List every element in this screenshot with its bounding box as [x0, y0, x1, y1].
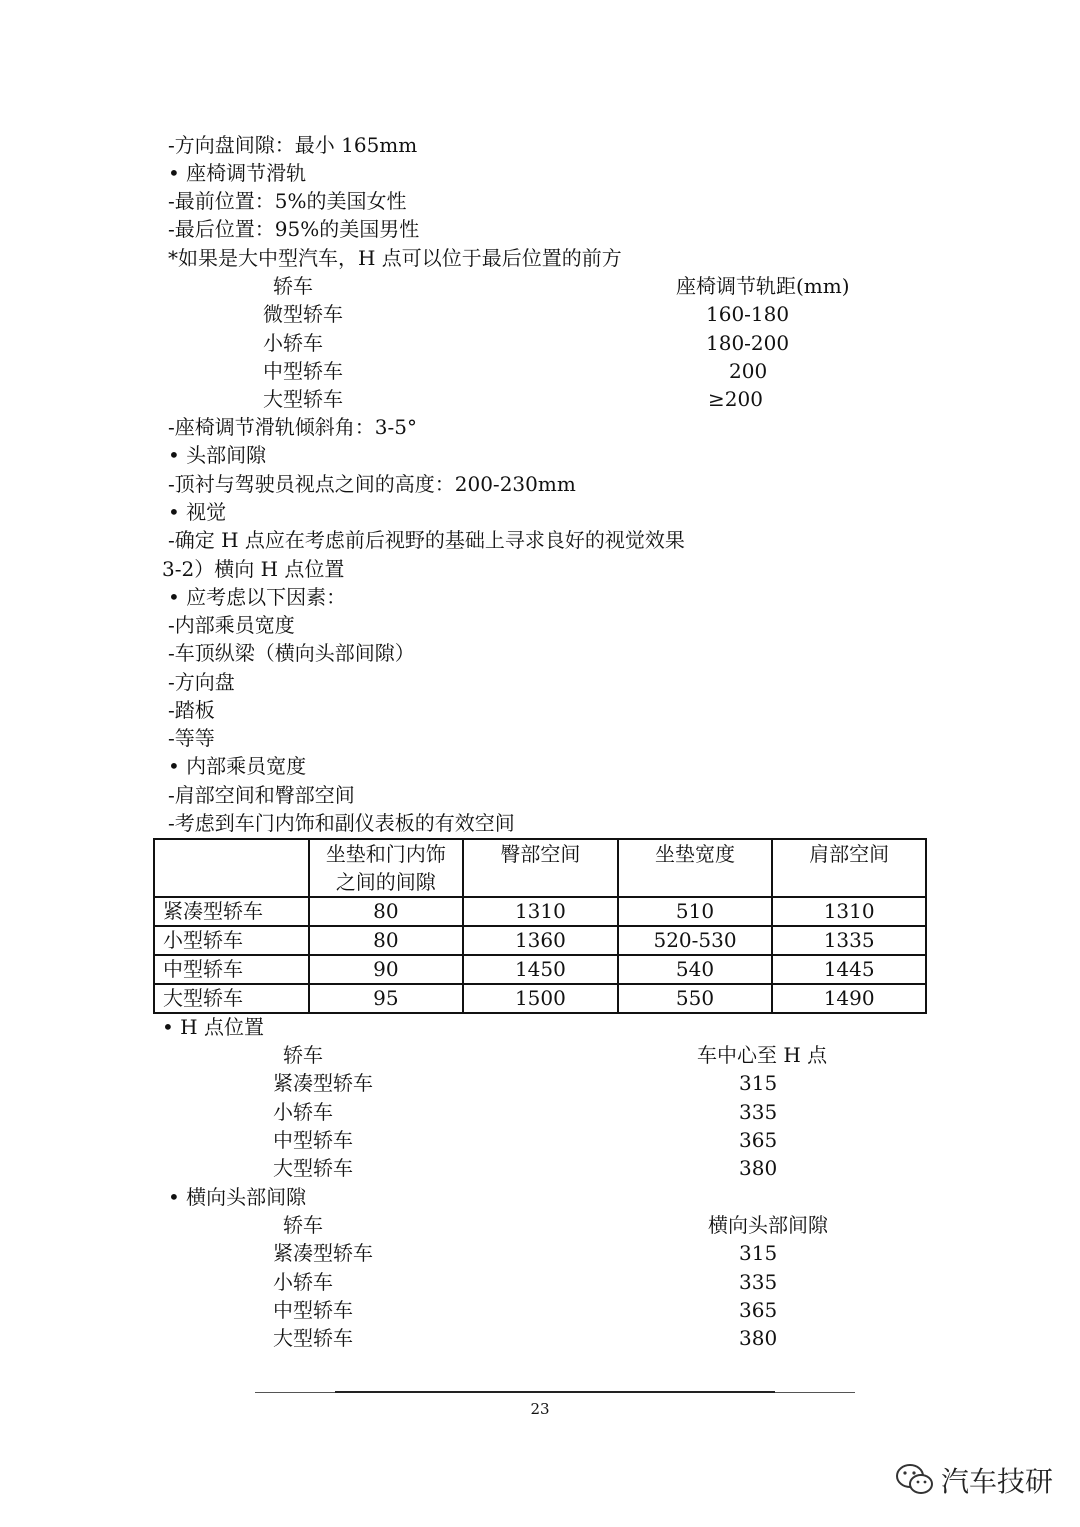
spec-car: 中型轿车 — [273, 1128, 353, 1152]
spec-value: 365 — [739, 1298, 778, 1322]
table-cell: 1500 — [463, 984, 618, 1013]
spec-header-right: 横向头部间隙 — [708, 1213, 828, 1237]
bullet-line: • 视觉 — [168, 500, 227, 524]
table-header-cell: 坐垫宽度 — [618, 839, 773, 897]
spec-car: 大型轿车 — [273, 1326, 353, 1350]
text-line: -确定 H 点应在考虑前后视野的基础上寻求良好的视觉效果 — [168, 528, 685, 552]
spec-value: 365 — [739, 1128, 778, 1152]
table-header-cell — [154, 839, 309, 897]
spec-car: 大型轿车 — [273, 1156, 353, 1180]
spec-value: 335 — [739, 1270, 778, 1294]
section-heading: 3-2）横向 H 点位置 — [162, 557, 345, 581]
table-row-label: 中型轿车 — [154, 955, 309, 984]
bullet-line: • H 点位置 — [162, 1015, 264, 1039]
table-row — [154, 897, 926, 926]
table-cell: 520-530 — [618, 926, 773, 955]
spec-car: 中型轿车 — [263, 359, 343, 383]
table-header-cell: 肩部空间 — [772, 839, 926, 897]
spec-value: ≥200 — [708, 387, 763, 411]
spec-value: 160-180 — [706, 302, 790, 326]
bullet-line: • 应考虑以下因素： — [168, 585, 347, 609]
table-row — [154, 955, 926, 984]
table-cell: 1360 — [463, 926, 618, 955]
table-cell: 1490 — [772, 984, 926, 1013]
text-line: -踏板 — [168, 698, 215, 722]
spec-header-left: 轿车 — [283, 1043, 323, 1067]
note-line: *如果是大中型汽车，H 点可以位于最后位置的前方 — [168, 246, 622, 270]
table-cell: 1335 — [772, 926, 926, 955]
spec-car: 小轿车 — [263, 331, 323, 355]
text-line: -最后位置：95%的美国男性 — [168, 217, 420, 241]
spec-value: 315 — [739, 1071, 778, 1095]
page-number: 23 — [530, 1400, 550, 1418]
table-cell: 1310 — [463, 897, 618, 926]
bullet-line: • 座椅调节滑轨 — [168, 161, 307, 185]
table-cell: 540 — [618, 955, 773, 984]
spec-car: 小轿车 — [273, 1270, 333, 1294]
table-cell: 1450 — [463, 955, 618, 984]
table-row — [154, 984, 926, 1013]
spec-car: 微型轿车 — [263, 302, 343, 326]
text-line: -方向盘 — [168, 670, 235, 694]
watermark-text: 汽车技研 — [941, 1465, 1054, 1498]
table-row-label: 大型轿车 — [154, 984, 309, 1013]
text-line: -座椅调节滑轨倾斜角：3-5° — [168, 415, 417, 439]
spec-value: 335 — [739, 1100, 778, 1124]
text-line: -考虑到车门内饰和副仪表板的有效空间 — [168, 811, 515, 835]
table-cell: 1445 — [772, 955, 926, 984]
spec-value: 315 — [739, 1241, 778, 1265]
table-cell: 90 — [309, 955, 464, 984]
text-line: -车顶纵梁（横向头部间隙） — [168, 641, 415, 665]
spec-car: 中型轿车 — [273, 1298, 353, 1322]
table-row-label: 小型轿车 — [154, 926, 309, 955]
spec-car: 紧凑型轿车 — [273, 1241, 373, 1265]
spec-value: 200 — [729, 359, 768, 383]
table-header-cell: 坐垫和门内饰 之间的间隙 — [309, 839, 464, 897]
spec-header-right: 车中心至 H 点 — [697, 1043, 828, 1067]
table-cell: 510 — [618, 897, 773, 926]
spec-value: 380 — [739, 1326, 778, 1350]
table-row — [154, 926, 926, 955]
spec-header-right: 座椅调节轨距(mm) — [676, 274, 850, 298]
text-line: -内部乘员宽度 — [168, 613, 295, 637]
spec-header-left: 轿车 — [273, 274, 313, 298]
occupant-width-table — [153, 838, 927, 1014]
bullet-line: • 横向头部间隙 — [168, 1185, 307, 1209]
table-row-label: 紧凑型轿车 — [154, 897, 309, 926]
table-cell: 95 — [309, 984, 464, 1013]
footer-rule-thick — [335, 1391, 775, 1393]
table-header-cell: 臀部空间 — [463, 839, 618, 897]
bullet-line: • 内部乘员宽度 — [168, 754, 307, 778]
spec-value: 380 — [739, 1156, 778, 1180]
spec-value: 180-200 — [706, 331, 790, 355]
bullet-line: • 头部间隙 — [168, 443, 267, 467]
text-line: -最前位置：5%的美国女性 — [168, 189, 407, 213]
table-cell: 1310 — [772, 897, 926, 926]
table-cell: 80 — [309, 926, 464, 955]
text-line: -顶衬与驾驶员视点之间的高度：200-230mm — [168, 472, 576, 496]
table-cell: 550 — [618, 984, 773, 1013]
spec-header-left: 轿车 — [283, 1213, 323, 1237]
text-line: -方向盘间隙：最小 165mm — [168, 133, 418, 157]
spec-car: 大型轿车 — [263, 387, 343, 411]
wechat-icon — [895, 1463, 935, 1497]
spec-car: 紧凑型轿车 — [273, 1071, 373, 1095]
table-cell: 80 — [309, 897, 464, 926]
text-line: -肩部空间和臀部空间 — [168, 783, 355, 807]
table-header-row — [154, 839, 926, 897]
spec-car: 小轿车 — [273, 1100, 333, 1124]
watermark — [895, 1460, 1053, 1500]
text-line: -等等 — [168, 726, 215, 750]
